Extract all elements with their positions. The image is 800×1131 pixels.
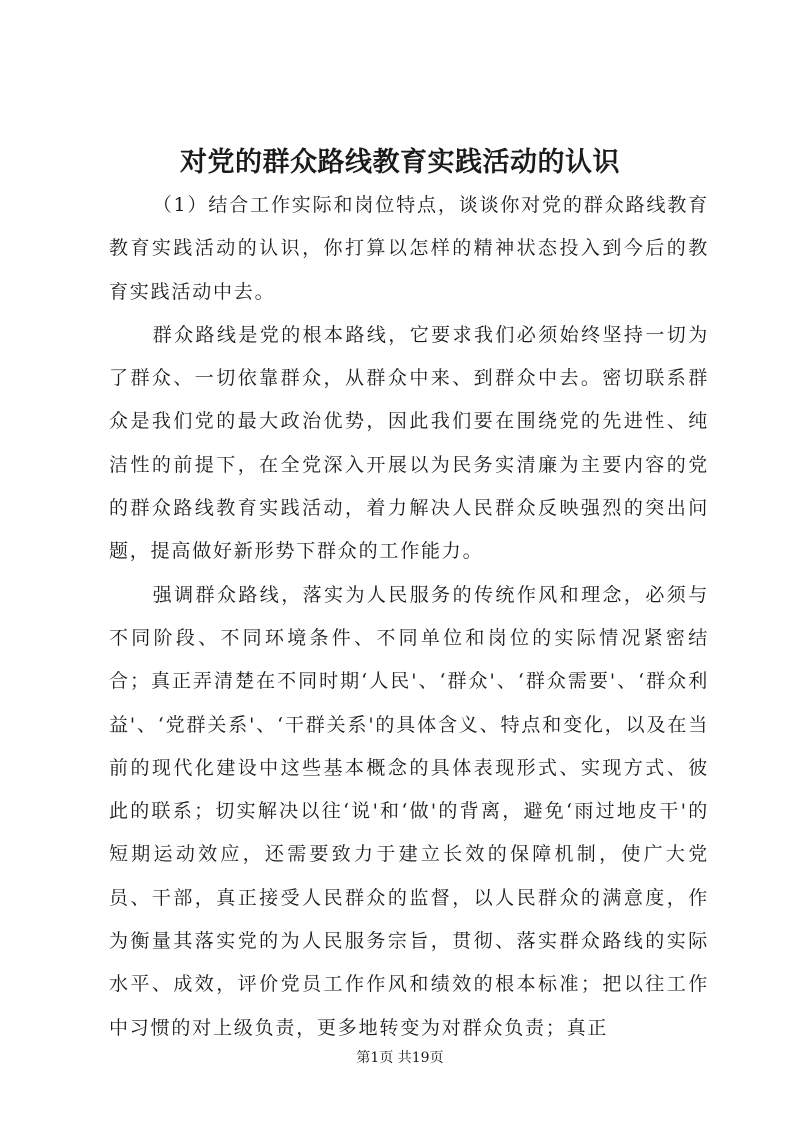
paragraph-mass-line-definition: 群众路线是党的根本路线，它要求我们必须始终坚持一切为了群众、一切依靠群众，从群众中来、到群众中去。密切联系群众是我们党的最大政治优势，因此我们要在围绕党的先进性、纯洁性的前提下，在全党深入开展以为民务实清廉为主要内容的党的群众路线教育实践活动，着力解决人民群众反映强烈的突出问题，提高做好新形势下群众的工作能力。 bbox=[109, 323, 709, 563]
document-title: 对党的群众路线教育实践活动的认识 bbox=[180, 147, 620, 178]
page-number-footer: 第1页 共19页 bbox=[356, 1050, 444, 1066]
document-body bbox=[109, 184, 709, 1050]
paragraph-mass-line-emphasis: 强调群众路线，落实为人民服务的传统作风和理念，必须与不同阶段、不同环境条件、不同单位和岗位的实际情况紧密结合；真正弄清楚在不同时期‘人民'、‘群众'、‘群众需要'、‘群众利益'、‘党群关系'、‘干群关系'的具体含义、特点和变化，以及在当前的现代化建设中这些基本概念的具体表现形式、实现方式、彼此的联系；切实解决以往‘说'和‘做'的背离，避免‘雨过地皮干'的短期运动效应，还需要致力于建立长效的保障机制，使广大党员、干部，真正接受人民群众的监督，以人民群众的满意度，作为衡量其落实党的为人民服务宗旨，贯彻、落实群众路线的实际水平、成效，评价党员工作作风和绩效的根本标准；把以往工作中习惯的对上级负责，更多地转变为对群众负责；真正 bbox=[109, 583, 709, 1039]
paragraph-question: （1）结合工作实际和岗位特点，谈谈你对党的群众路线教育教育实践活动的认识，你打算以怎样的精神状态投入到今后的教育实践活动中去。 bbox=[109, 194, 709, 303]
